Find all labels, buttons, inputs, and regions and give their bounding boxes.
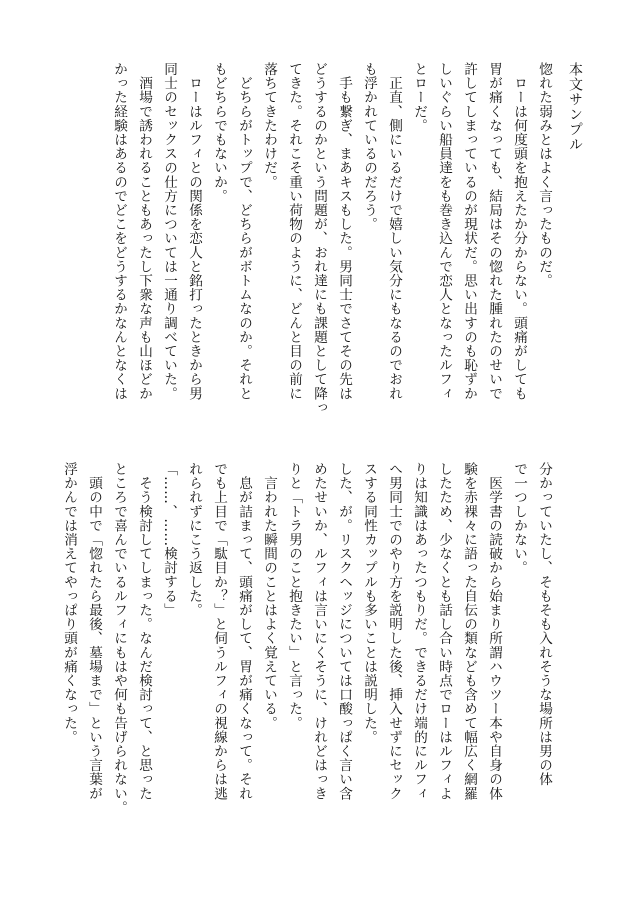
- text-line: りと「トラ男のこと抱きたい」と言った。: [286, 462, 302, 730]
- text-line: ローはルフィとの関係を恋人と銘打ったときから男: [186, 62, 202, 401]
- text-line: でも上目で「駄目か？」と伺うルフィの視線からは逃: [211, 462, 227, 801]
- text-line: 浮かんでは消えてやっぱり頭が痛くなった。: [61, 462, 77, 744]
- text-line: 分かっていたし、そもそも入れそうな場所は男の体: [536, 462, 552, 787]
- lower-text-block: [41, 462, 556, 830]
- text-line: も浮かれているのだろう。: [361, 62, 377, 232]
- text-line: 医学書の読破から始まり所謂ハウツー本や自身の体: [486, 462, 502, 801]
- text-line: した、が。リスクヘッジについては口酸っぱく言い含: [336, 462, 352, 801]
- text-line: どちらがトップで、どちらがボトムなのか。それと: [236, 62, 252, 401]
- text-line: 惚れた弱みとはよく言ったものだ。: [536, 62, 552, 288]
- text-line: 頭の中で「惚れたら最後、墓場まで」という言葉が: [86, 462, 102, 801]
- text-line: そう検討してしまった。なんだ検討って、と思った: [136, 462, 152, 801]
- text-line: とローだ。: [411, 62, 427, 133]
- text-line: ローは何度頭を抱えたか分からない。頭痛がしても: [511, 62, 527, 401]
- text-line: 息が詰まって、頭痛がして、胃が痛くなって。それ: [236, 462, 252, 801]
- text-line: りは知識はあったつもりだ。できるだけ端的にルフィ: [411, 462, 427, 801]
- text-line: れられずにこう返した。: [186, 462, 202, 618]
- section-title: 本文サンプル: [567, 62, 583, 152]
- text-line: 許してしまっているのが現状だ。思い出すのも恥ずか: [461, 62, 477, 401]
- text-line: 胃が痛くなっても、結局はその惚れた腫れたのせいで: [486, 62, 502, 401]
- text-line: したため、少なくとも話し合い時点でローはルフィよ: [436, 462, 452, 801]
- text-line: かった経験はあるのでどこをどうするかなんとなくは: [111, 62, 127, 401]
- text-line: へ男同士でのやり方を説明した後、挿入せずにセック: [386, 462, 402, 801]
- text-line: もどちらでもないか。: [211, 62, 227, 203]
- text-line: 手も繋ぎ、まあキスもした。男同士でさてその先は: [336, 62, 352, 401]
- text-line: てきた。それこそ重い荷物のように、どんと目の前に: [286, 62, 302, 401]
- text-line: で一つしかない。: [511, 462, 527, 575]
- text-line: 落ちてきたわけだ。: [261, 62, 277, 189]
- text-line: 酒場で誘われることもあったし下衆な声も山ほどか: [136, 62, 152, 401]
- text-line: スする同性カップルも多いことは説明した。: [361, 462, 377, 744]
- upper-text-block: [41, 62, 556, 430]
- text-line: 言われた瞬間のことはよく覚えている。: [261, 462, 277, 730]
- text-line: めたせいか、ルフィは言いにくそうに、けれどはっき: [311, 462, 327, 801]
- text-line: 正直、側にいるだけで嬉しい気分にもなるのでおれ: [386, 62, 402, 401]
- text-line: どうするのかという問題が、おれ達にも課題として降っ: [311, 62, 327, 415]
- text-line: しいぐらい船員達をも巻き込んで恋人となったルフィ: [436, 62, 452, 401]
- text-line: ところで喜んでいるルフィにもはや何も告げられない。: [111, 462, 127, 815]
- text-line: 「……、……検討する」: [161, 462, 177, 618]
- text-line: 同士のセックスの仕方については一通り調べていた。: [161, 62, 177, 401]
- text-line: 験を赤裸々に語った自伝の類なども含めて幅広く網羅: [461, 462, 477, 801]
